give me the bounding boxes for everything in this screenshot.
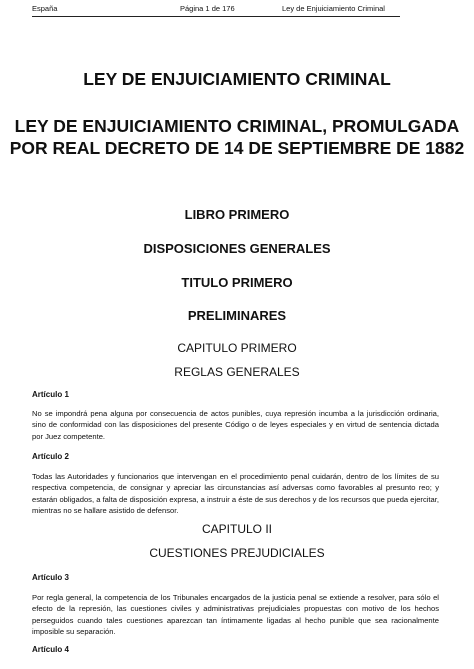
title-heading: TITULO PRIMERO — [181, 275, 293, 290]
article-3-heading: Artículo 3 — [32, 573, 69, 582]
article-2-text: Todas las Autoridades y funcionarios que intervengan en el procedimiento penal cuidarán, dentro de los límites de su respectiva competencia, de consignar y apreciar las circunstancias así adversas como favorables al presunto reo; y estarán obligados, a falta de disposición expresa, a instruir a éste de sus derechos y de los recursos que pueda ejercitar, mientras no se hallare asistido de defensor. — [32, 472, 439, 515]
article-1-heading: Artículo 1 — [32, 390, 69, 399]
header-document-name: Ley de Enjuiciamiento Criminal — [282, 4, 385, 13]
article-4-heading: Artículo 4 — [32, 645, 69, 654]
header-page-number: Página 1 de 176 — [180, 4, 235, 13]
chapter-2-name: CUESTIONES PREJUDICIALES — [149, 546, 325, 560]
header-country: España — [32, 4, 58, 13]
chapter-2-heading: CAPITULO II — [201, 522, 272, 536]
page-header — [32, 3, 400, 17]
article-3-text: Por regla general, la competencia de los Tribunales encargados de la justicia penal se extiende a resolver, para sólo el efecto de la represión, las cuestiones civiles y administrativas prejudiciales propuestas con motivo de los hechos perseguidos cuando tales cuestiones aparezcan tan íntimamente ligadas al hecho punible que sea racionalmente imposible su separación. — [32, 593, 439, 636]
article-2-heading: Artículo 2 — [32, 452, 69, 461]
chapter-1-heading: CAPITULO PRIMERO — [177, 341, 297, 355]
general-provisions-heading: DISPOSICIONES GENERALES — [143, 241, 331, 256]
document-subtitle: LEY DE ENJUICIAMIENTO CRIMINAL, PROMULGADA POR REAL DECRETO DE 14 DE SEPTIEMBRE DE 1882 — [9, 116, 465, 158]
document-title: LEY DE ENJUICIAMIENTO CRIMINAL — [83, 69, 391, 89]
preliminaries-heading: PRELIMINARES — [187, 308, 287, 323]
article-1-text: No se impondrá pena alguna por consecuencia de actos punibles, cuya represión incumba a la jurisdicción ordinaria, sino de conformidad con las disposiciones del presente Código o de leyes especiales y en virtud de sentencia dictada por Juez competente. — [32, 409, 439, 441]
book-heading: LIBRO PRIMERO — [184, 207, 290, 222]
chapter-1-name: REGLAS GENERALES — [174, 365, 300, 379]
